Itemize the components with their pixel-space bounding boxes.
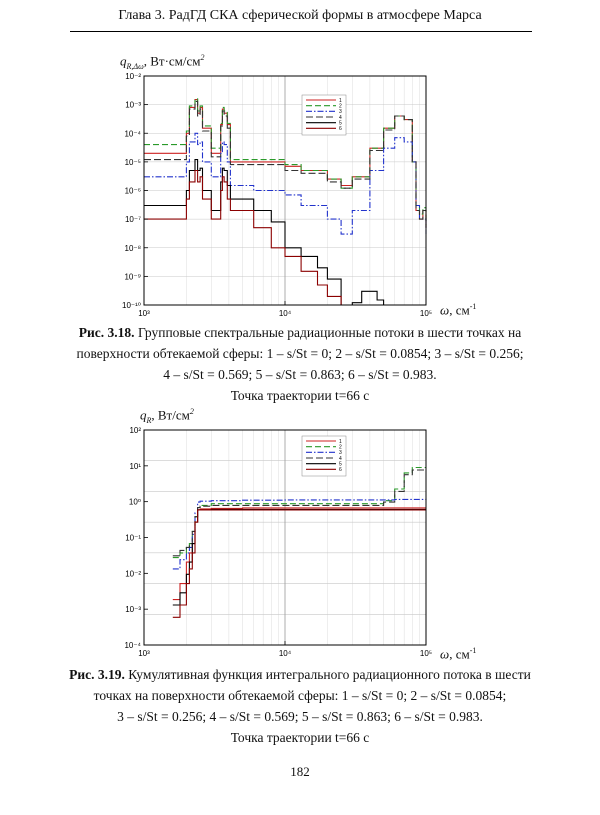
fig2-ylabel-symbol: q xyxy=(140,407,147,423)
fig1-x-tick-label: 10⁵ xyxy=(419,309,433,318)
fig1-legend-label-3: 3 xyxy=(339,109,342,116)
fig1-caption-text-1: Групповые спектральные радиационные потоки в шести точках на xyxy=(137,325,522,340)
fig1-x-tick-label: 10⁴ xyxy=(278,309,292,318)
fig1-x-tick-label: 10³ xyxy=(138,309,150,318)
fig2-x-tick-label: 10⁴ xyxy=(278,649,292,658)
fig2-series-1-line xyxy=(173,508,426,600)
fig2-caption-text-1: Кумулятивная функция интегрального радиационного потока в шести xyxy=(128,667,531,682)
fig2-caption-line-4: Точка траектории t=66 с xyxy=(230,730,370,745)
fig2-caption-label: Рис. 3.19. xyxy=(69,667,125,682)
running-header: Глава 3. РадГД СКА сферической формы в атмосфере Марса xyxy=(118,8,482,23)
fig2-x-axis-label xyxy=(440,646,476,662)
fig2-xlabel-unit: , см xyxy=(449,646,470,662)
fig2-y-tick-label: 10⁻² xyxy=(125,569,141,579)
fig1-y-tick-label: 10⁻⁹ xyxy=(124,272,141,282)
fig1-caption-line-3: 4 – s/St = 0.569; 5 – s/St = 0.863; 6 – s/St = 0.983. xyxy=(163,367,437,382)
fig1-legend-label-4: 4 xyxy=(339,114,342,121)
fig2-y-tick-label: 10⁰ xyxy=(128,497,141,507)
fig1-xlabel-symbol: ω xyxy=(440,302,450,318)
fig1-ylabel-unit: , Вт·см/см xyxy=(143,53,201,69)
fig2-legend-label-6: 6 xyxy=(339,467,342,474)
fig2-series-4-line xyxy=(173,470,426,556)
fig1-y-tick-label: 10⁻⁶ xyxy=(124,186,141,196)
fig2-legend-label-3: 3 xyxy=(339,450,342,457)
fig1-caption-line-1 xyxy=(40,322,560,343)
fig1-y-tick-label: 10⁻⁸ xyxy=(124,243,141,253)
fig1-legend-label-2: 2 xyxy=(339,103,342,110)
fig2-xlabel-symbol: ω xyxy=(440,646,450,662)
fig1-y-tick-label: 10⁻⁵ xyxy=(124,157,141,167)
fig2-series-6-line xyxy=(173,510,426,617)
fig1-caption-label: Рис. 3.18. xyxy=(78,325,135,340)
fig2-series-2-line xyxy=(173,468,426,558)
fig2-legend-label-1: 1 xyxy=(339,438,342,445)
page-number: 182 xyxy=(290,764,310,779)
fig2-caption-line-2: точках на поверхности обтекаемой сферы: 1 – s/St = 0; 2 – s/St = 0.0854; xyxy=(93,688,507,703)
fig1-xlabel-unit: , см xyxy=(449,302,470,318)
fig1-y-tick-label: 10⁻¹⁰ xyxy=(122,301,141,310)
fig1-ylabel-unit-sup: 2 xyxy=(200,53,205,62)
fig1-legend-label-6: 6 xyxy=(339,126,342,133)
fig2-y-tick-label: 10¹ xyxy=(129,461,141,471)
fig2-xlabel-unit-sup: -1 xyxy=(469,646,477,655)
fig1-xlabel-unit-sup: -1 xyxy=(469,302,477,311)
fig2-y-tick-label: 10⁻³ xyxy=(125,605,141,615)
fig2-caption xyxy=(40,664,560,748)
fig1-series-5-line xyxy=(144,160,384,305)
fig2-y-tick-label: 10² xyxy=(129,426,141,435)
fig2-caption-line-3: 3 – s/St = 0.256; 4 – s/St = 0.569; 5 – s/St = 0.863; 6 – s/St = 0.983. xyxy=(117,709,483,724)
fig1-legend-label-1: 1 xyxy=(339,97,342,104)
fig2-y-tick-label: 10⁻¹ xyxy=(125,533,141,543)
fig2-ylabel-sub: R xyxy=(146,415,152,425)
fig1-y-tick-label: 10⁻² xyxy=(125,72,141,81)
fig1-x-axis-label xyxy=(440,302,476,318)
fig2-legend-label-2: 2 xyxy=(339,444,342,451)
fig1-caption-line-4: Точка траектории t=66 с xyxy=(230,388,370,403)
fig1-y-tick-label: 10⁻⁷ xyxy=(124,215,141,225)
fig2-series-5-line xyxy=(173,509,426,605)
fig1-y-tick-label: 10⁻⁴ xyxy=(124,129,141,139)
fig2-y-axis-label xyxy=(140,407,194,425)
fig1-ylabel-sub: R,Δω xyxy=(126,61,144,71)
fig2-y-tick-label: 10⁻⁴ xyxy=(124,641,141,650)
fig1-y-tick-label: 10⁻³ xyxy=(125,100,141,110)
fig1-ylabel-symbol: q xyxy=(120,53,127,69)
fig2-x-tick-label: 10³ xyxy=(138,649,150,658)
fig1-caption-line-2: поверхности обтекаемой сферы: 1 – s/St = 0; 2 – s/St = 0.0854; 3 – s/St = 0.256; xyxy=(76,346,524,361)
fig2-ylabel-unit: , Вт/см xyxy=(151,407,190,423)
fig2-x-tick-label: 10⁵ xyxy=(419,649,433,658)
fig2-ylabel-unit-sup: 2 xyxy=(189,407,194,416)
fig2-caption-line-1 xyxy=(40,664,560,685)
fig1-caption xyxy=(40,322,560,406)
fig2-legend-label-5: 5 xyxy=(339,461,342,468)
fig1-legend-label-5: 5 xyxy=(339,120,342,127)
fig2-legend-label-4: 4 xyxy=(339,455,342,462)
